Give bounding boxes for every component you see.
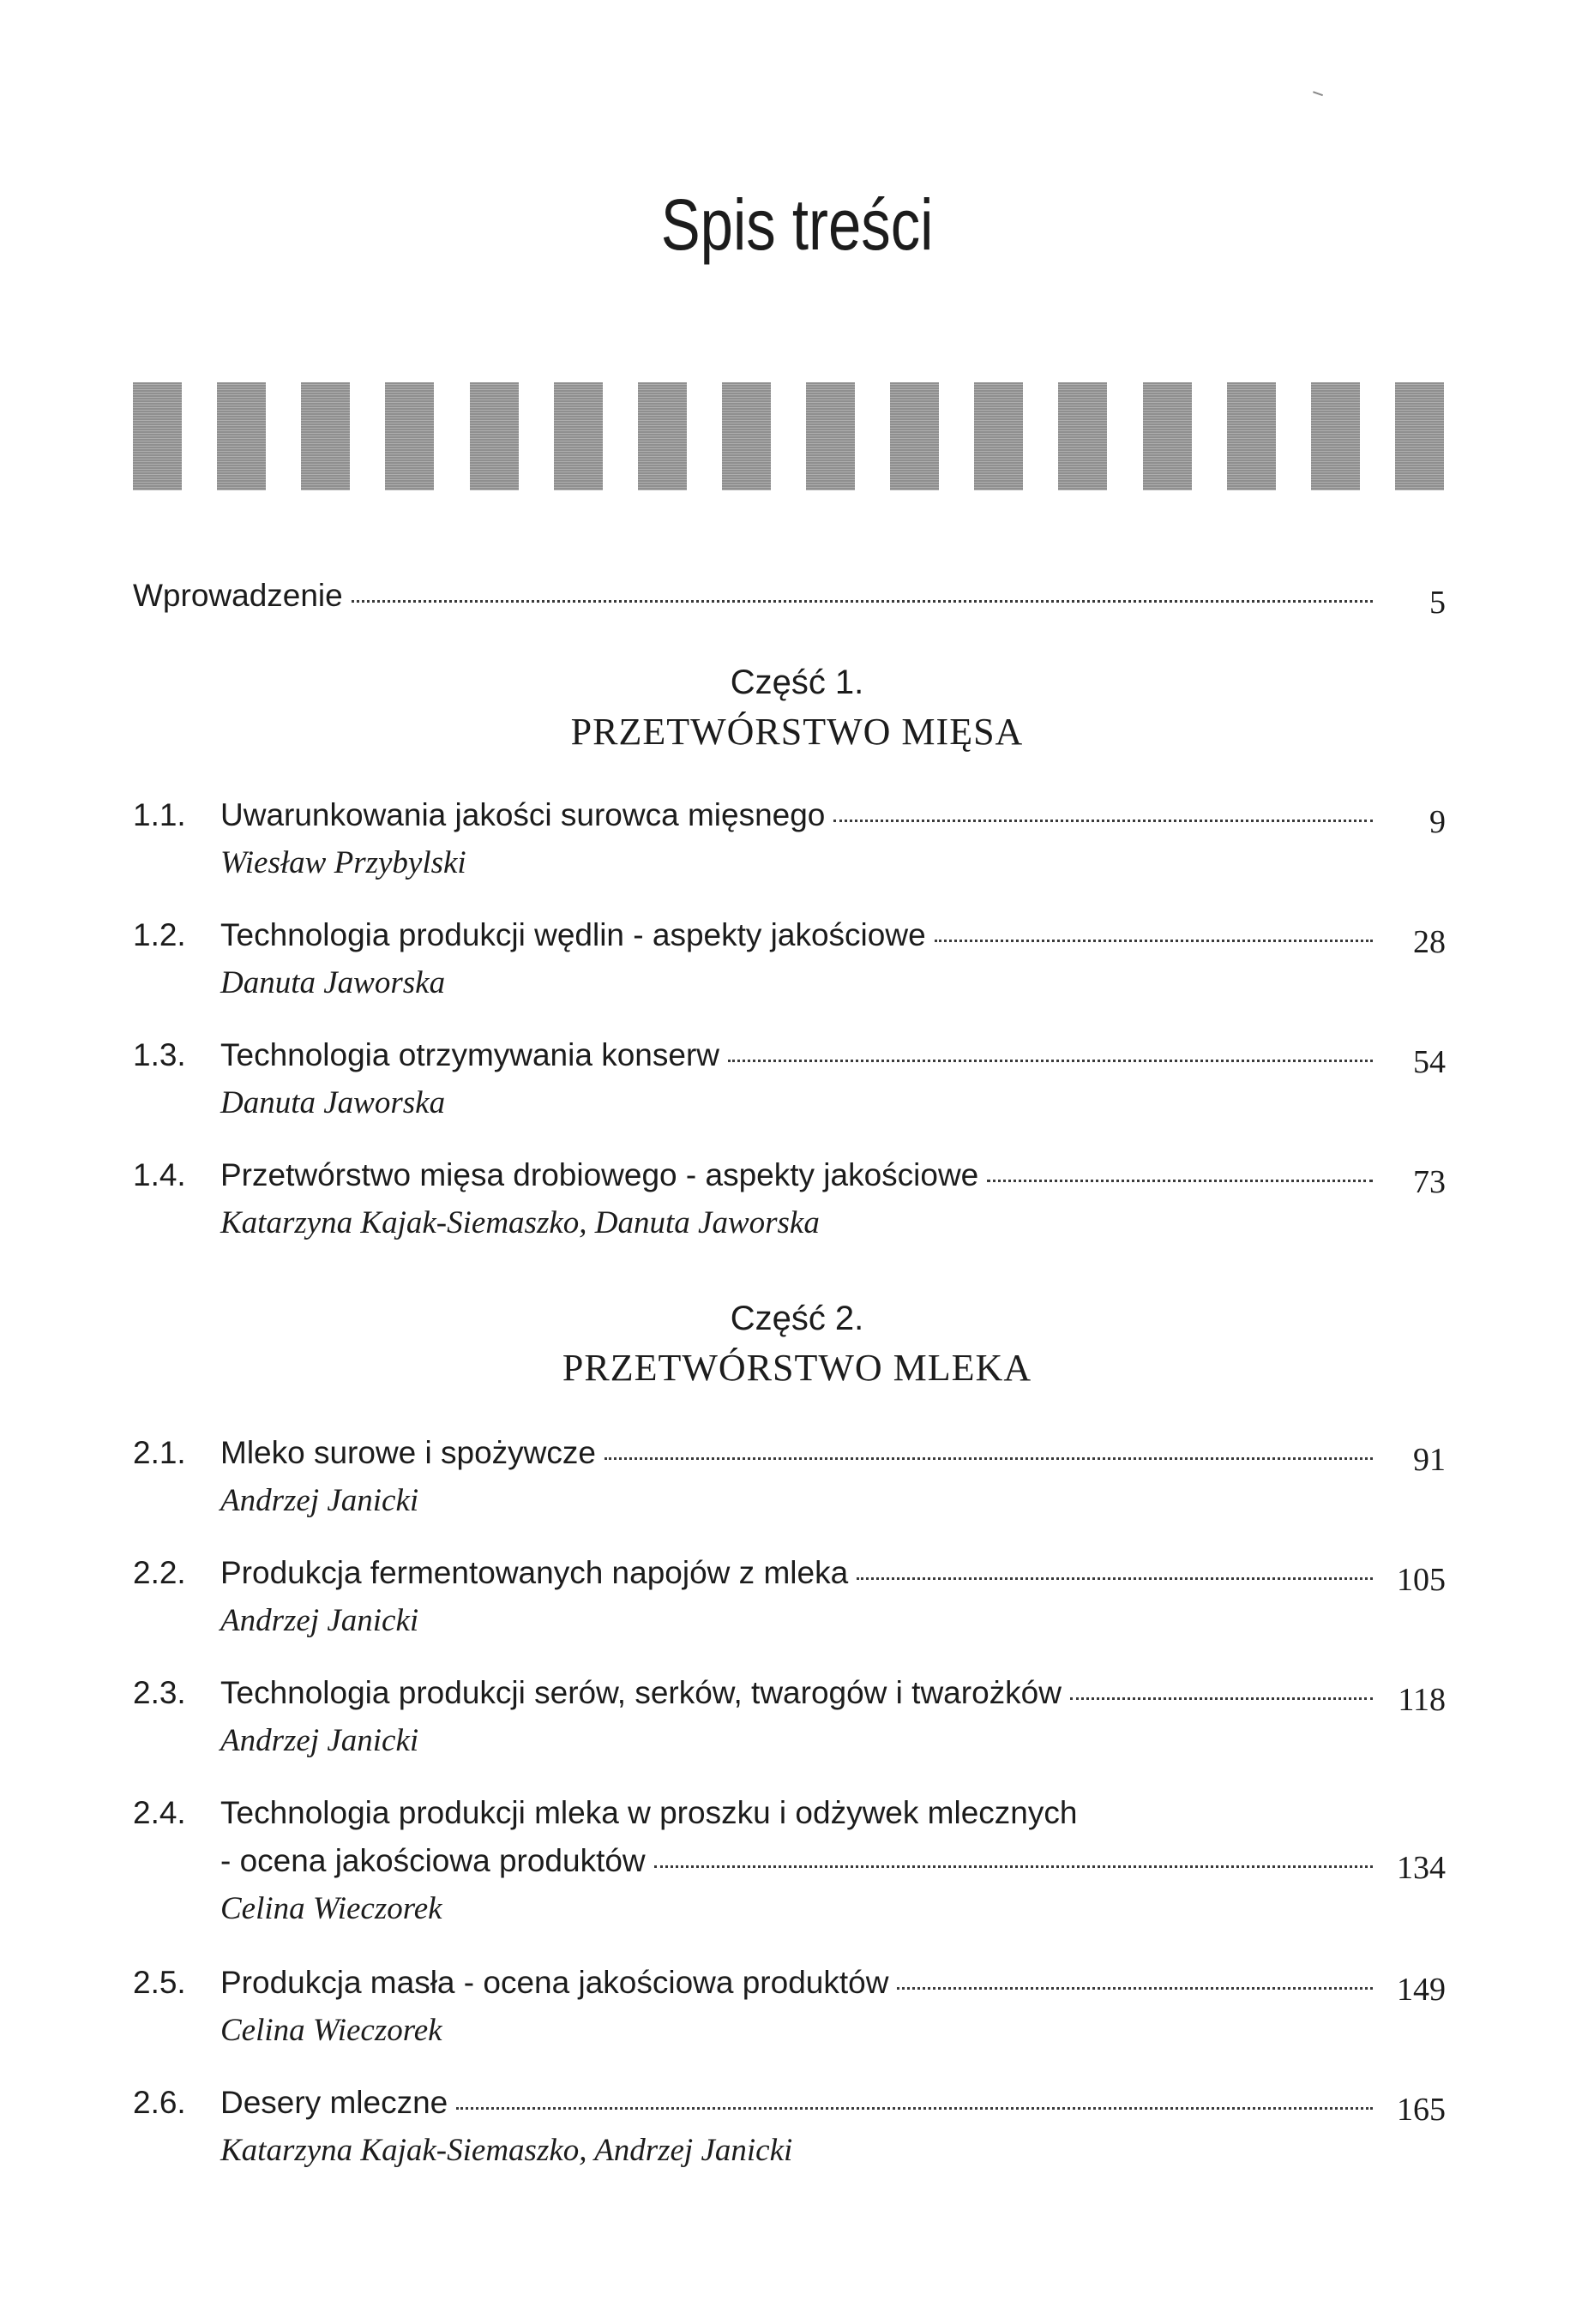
part-2-title: PRZETWÓRSTWO MLEKA [562,1347,1032,1389]
dot-leader [935,940,1373,942]
decorative-bar [301,382,350,490]
toc-page-number: 165 [1397,2092,1446,2128]
toc-entry-continuation[interactable] [0,1840,1594,1891]
toc-page-number: 118 [1398,1682,1446,1718]
scan-speck [1311,91,1323,101]
decorative-bar [722,382,771,490]
dot-leader [456,2107,1373,2110]
toc-entry-line [220,1034,1378,1077]
dot-leader [897,1987,1373,1990]
toc-page-number: 9 [1429,804,1446,840]
toc-page-number: 134 [1397,1850,1446,1886]
toc-entry-line [220,794,1378,837]
part-2-label: Część 2. [730,1300,864,1337]
toc-entry-intro[interactable] [0,574,1594,626]
decorative-bar [217,382,266,490]
toc-chapter-number: 1.3. [133,1037,186,1072]
toc-entry[interactable] [0,1961,1594,2013]
toc-entry-line [220,1154,1378,1197]
toc-entry-title: Przetwórstwo mięsa drobiowego - aspekty jakościowe [220,1157,979,1192]
decorative-bar [470,382,519,490]
toc-chapter-number: 2.4. [133,1795,186,1830]
toc-page-number: 28 [1413,924,1446,960]
toc-page-number: 91 [1413,1442,1446,1478]
dot-leader [605,1457,1373,1460]
toc-author: Katarzyna Kajak-Siemaszko, Andrzej Janicki [220,2133,793,2168]
decorative-bar [974,382,1023,490]
toc-entry-title: Desery mleczne [220,2085,448,2120]
toc-entry-line [220,1672,1378,1714]
toc-chapter-number: 1.2. [133,917,186,952]
toc-entry-line [220,1432,1378,1474]
toc-author: Celina Wieczorek [220,1891,442,1926]
decorative-bar [890,382,939,490]
toc-chapter-number: 2.5. [133,1965,186,2000]
toc-chapter-number: 2.1. [133,1435,186,1470]
toc-author: Andrzej Janicki [220,1603,419,1638]
toc-entry-title: Produkcja fermentowanych napojów z mleka [220,1555,849,1590]
toc-entry-line [220,2081,1378,2124]
dot-leader [728,1060,1373,1062]
toc-page-number: 54 [1413,1044,1446,1080]
toc-entry[interactable] [0,1432,1594,1483]
toc-entry-title: Mleko surowe i spożywcze [220,1435,596,1470]
toc-entry-title: Technologia produkcji wędlin - aspekty jakościowe [220,917,926,952]
decorative-bar [1143,382,1192,490]
decorative-bar [385,382,434,490]
dot-leader [654,1865,1373,1868]
toc-author: Katarzyna Kajak-Siemaszko, Danuta Jaworska [220,1205,820,1240]
toc-entry-line [220,914,1378,957]
toc-chapter-number: 2.2. [133,1555,186,1590]
decorative-bar [133,382,182,490]
toc-entry[interactable] [0,1034,1594,1085]
toc-chapter-number: 1.1. [133,797,186,832]
toc-entry[interactable] [0,2081,1594,2133]
toc-entry-line [220,1840,1378,1883]
toc-entry-title: Technologia produkcji mleka w proszku i odżywek mlecznych [220,1795,1078,1830]
toc-entry[interactable] [0,1154,1594,1205]
toc-entry[interactable] [0,794,1594,845]
toc-entry[interactable] [0,1792,1594,1843]
toc-author: Wiesław Przybylski [220,845,466,880]
decorative-bar [1058,382,1107,490]
decorative-bar [638,382,687,490]
toc-entry-title-continued: - ocena jakościowa produktów [220,1843,646,1878]
toc-chapter-number: 2.6. [133,2085,186,2120]
toc-page-number: 149 [1397,1972,1446,2008]
dot-leader [352,600,1373,603]
toc-author: Celina Wieczorek [220,2013,442,2048]
toc-page-number: 105 [1397,1562,1446,1598]
toc-entry-title: Uwarunkowania jakości surowca mięsnego [220,797,826,832]
toc-entry-title: Technologia produkcji serów, serków, twarogów i twarożków [220,1675,1062,1710]
decorative-bar [1311,382,1360,490]
toc-chapter-number: 1.4. [133,1157,186,1192]
dot-leader [833,820,1373,822]
decorative-bar [1227,382,1276,490]
toc-author: Danuta Jaworska [220,965,446,1000]
page-title: Spis treści [660,184,934,265]
toc-page-number: 5 [1429,585,1446,621]
toc-entry[interactable] [0,1552,1594,1603]
toc-author: Andrzej Janicki [220,1483,419,1518]
decorative-bar-row [133,382,1444,490]
part-1-label: Część 1. [730,664,864,701]
decorative-bar [806,382,855,490]
toc-entry[interactable] [0,1672,1594,1723]
toc-entry[interactable] [0,914,1594,965]
toc-page-number: 73 [1413,1164,1446,1200]
part-1-title: PRZETWÓRSTWO MIĘSA [570,711,1024,753]
toc-entry-line [220,1961,1378,2004]
toc-entry-title: Wprowadzenie [133,578,343,613]
decorative-bar [554,382,603,490]
toc-entry-title: Technologia otrzymywania konserw [220,1037,719,1072]
decorative-bar [1395,382,1444,490]
toc-author: Danuta Jaworska [220,1085,446,1120]
toc-entry-title: Produkcja masła - ocena jakościowa produktów [220,1965,889,2000]
dot-leader [1070,1697,1373,1700]
toc-chapter-number: 2.3. [133,1675,186,1710]
toc-entry-line [133,574,1378,617]
dot-leader [987,1180,1373,1182]
dot-leader [857,1577,1373,1580]
toc-author: Andrzej Janicki [220,1723,419,1758]
toc-entry-line [220,1552,1378,1594]
